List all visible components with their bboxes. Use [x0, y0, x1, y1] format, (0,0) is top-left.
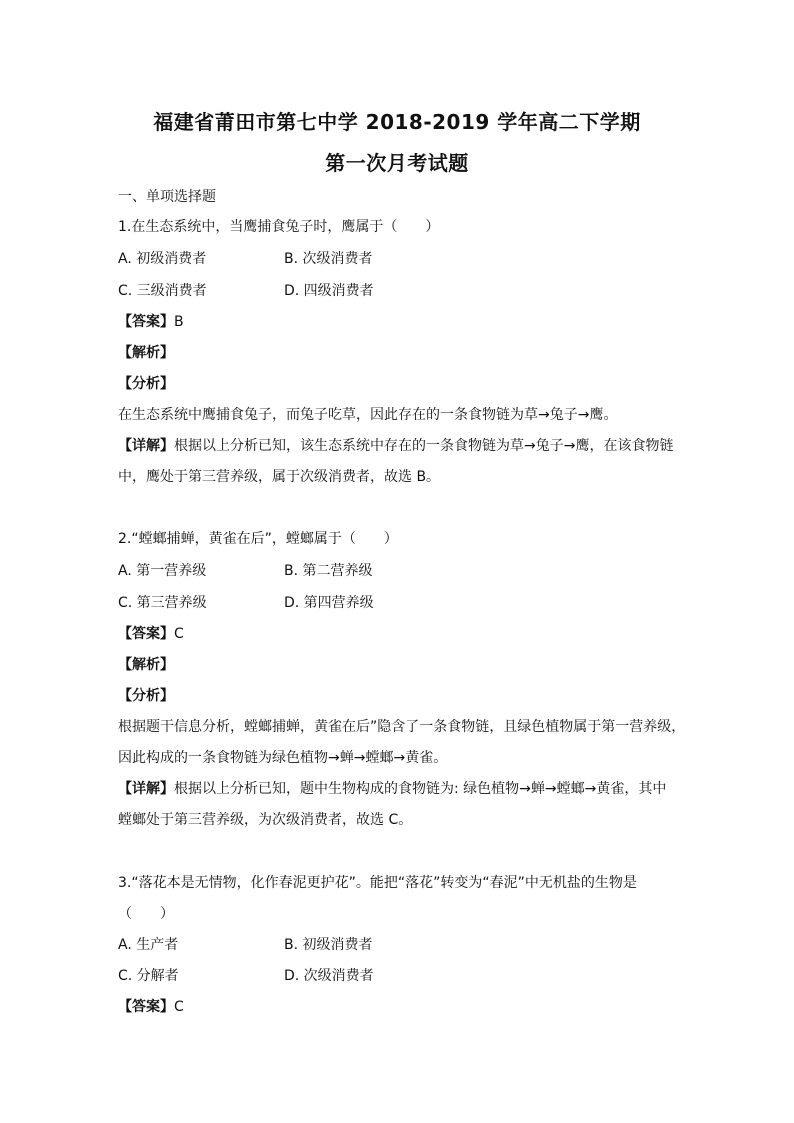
question-1-stem: 1.在生态系统中，当鹰捕食兔子时，鹰属于（ ） [118, 219, 440, 235]
answer-value: B [174, 314, 184, 330]
question-3-option-b: B. 初级消费者 [284, 937, 373, 953]
question-3-option-c: C. 分解者 [118, 968, 179, 984]
question-2-analysis-label: 【解析】 [118, 657, 174, 673]
question-1-detail-cont: 中，鹰处于第三营养级，属于次级消费者，故选 B。 [118, 469, 441, 485]
answer-label: 【答案】 [118, 314, 174, 330]
question-2-option-c: C. 第三营养级 [118, 595, 207, 611]
question-3-option-a: A. 生产者 [118, 937, 179, 953]
question-2-fenxi-text: 根据题干信息分析，螳螂捕蝉，黄雀在后”隐含了一条食物链，且绿色植物属于第一营养级， [118, 719, 686, 735]
question-1-detail [118, 436, 673, 456]
question-2-answer [118, 624, 184, 644]
question-1-fenxi-text: 在生态系统中鹰捕食兔子，而兔子吃草，因此存在的一条食物链为草→兔子→鹰。 [118, 407, 618, 423]
question-1-fenxi-label: 【分析】 [118, 376, 174, 392]
answer-value: C [174, 626, 184, 642]
answer-value: C [174, 999, 184, 1015]
question-1-option-b: B. 次级消费者 [284, 251, 373, 267]
detail-label: 【详解】 [118, 781, 174, 797]
question-2-fenxi-label: 【分析】 [118, 688, 174, 704]
question-3-option-d: D. 次级消费者 [284, 968, 374, 984]
section-heading: 一、单项选择题 [118, 189, 216, 205]
question-1-option-c: C. 三级消费者 [118, 283, 207, 299]
detail-label: 【详解】 [118, 438, 174, 454]
question-1-answer [118, 312, 184, 332]
question-2-stem: 2.“螳螂捕蝉，黄雀在后”，螳螂属于（ ） [118, 531, 398, 547]
question-1-option-d: D. 四级消费者 [284, 283, 374, 299]
answer-label: 【答案】 [118, 626, 174, 642]
question-1-analysis-label: 【解析】 [118, 345, 174, 361]
document-subtitle: 第一次月考试题 [325, 151, 469, 175]
question-2-option-d: D. 第四营养级 [284, 595, 374, 611]
answer-label: 【答案】 [118, 999, 174, 1015]
question-2-option-b: B. 第二营养级 [284, 563, 373, 579]
document-title: 福建省莆田市第七中学 2018-2019 学年高二下学期 [153, 110, 641, 134]
question-2-option-a: A. 第一营养级 [118, 563, 207, 579]
question-1-option-a: A. 初级消费者 [118, 251, 207, 267]
question-3-answer [118, 997, 184, 1017]
question-2-detail-cont: 螳螂处于第三营养级，为次级消费者，故选 C。 [118, 812, 413, 828]
question-3-stem-cont: （ ） [118, 906, 174, 922]
detail-text: 根据以上分析已知，题中生物构成的食物链为: 绿色植物→蝉→螳螂→黄雀，其中 [174, 781, 667, 797]
question-2-detail [118, 779, 666, 799]
question-3-stem: 3.“落花本是无情物，化作春泥更护花”。能把“落花”转变为“春泥”中无机盐的生物是 [118, 875, 637, 891]
question-2-fenxi-cont: 因此构成的一条食物链为绿色植物→蝉→螳螂→黄雀。 [118, 750, 448, 766]
detail-text: 根据以上分析已知，该生态系统中存在的一条食物链为草→兔子→鹰，在该食物链 [174, 438, 674, 454]
